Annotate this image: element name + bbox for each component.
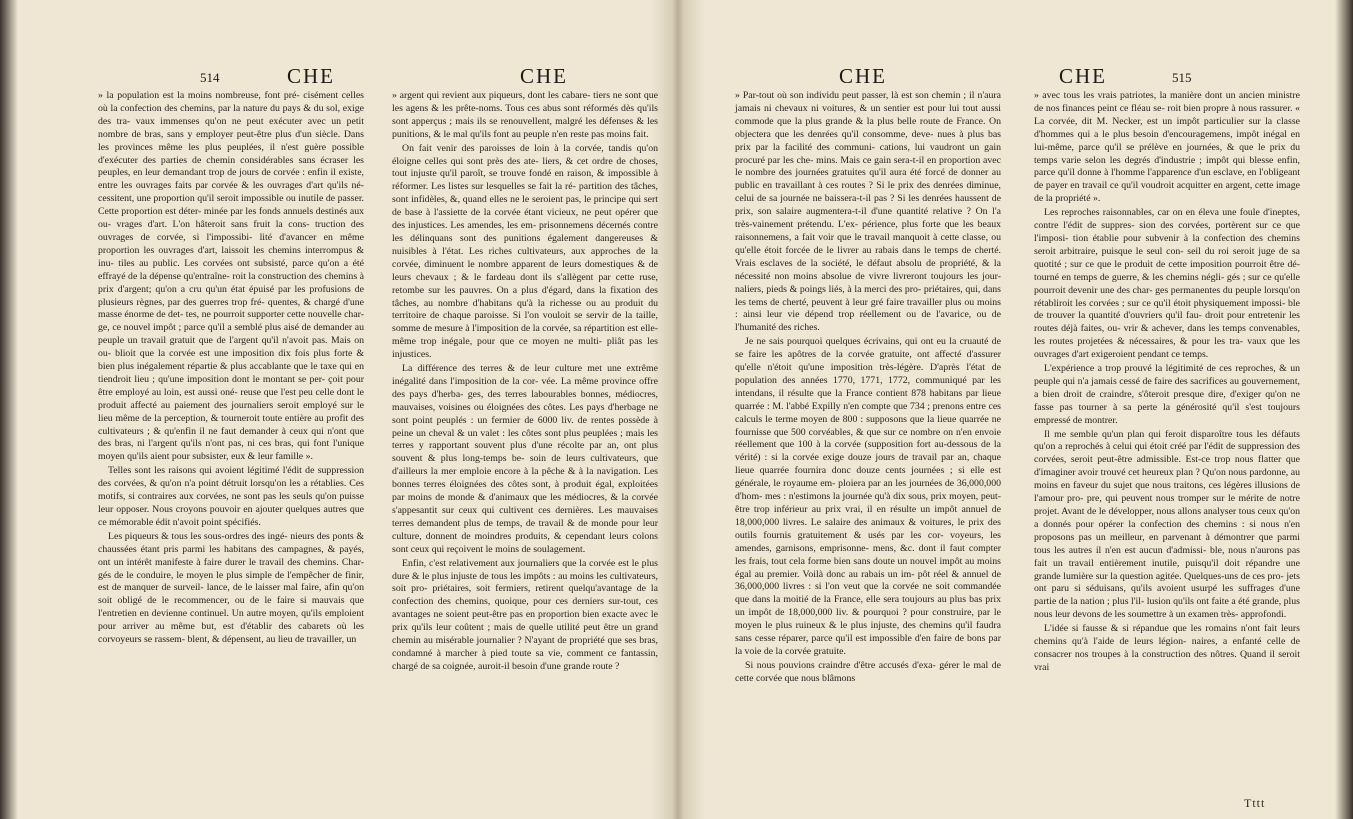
paragraph: Enfin, c'est relativement aux journaliers que la corvée est le plus dure & le plus injuste de tous les impôts : au moins les cultivateurs, soit pro- priétaires, soit fermiers, retirent quelqu'avantage de la confection des chemins, quoique, pour ces derniers sur-tout, ces avantages ne soient peut-être pas en proportion bien exacte avec le prix qu'ils leur coûtent ; mais de quelle utilité peut être un grand chemin au misérable journalier ? N'ayant de propriété que ses bras, condamné à marcher à pied toute sa vie, comment ce fantassin, chargé de sa coignée, auroit-il besoin d'une grande route ? — [392, 557, 658, 672]
page-number: 514 — [200, 70, 220, 85]
paragraph: Je ne sais pourquoi quelques écrivains, qui ont eu la cruauté de se faire les apôtres de la corvée gratuite, ont affecté d'assurer qu'elle n'étoit qu'une imposition très-légère. D'après l'état de population des années 1770, 1771, 1772, communiqué par les intendans, il résulte que la France contient 878 habitans par lieue quarrée : M. l'abbé Expilly n'en compte que 734 ; prenons entre ces calculs le terme moyen de 800 : supposons que la lieue quarrée ne fournisse que 500 corvéables, & que sur ce nombre on n'en envoie réellement que 100 à la corvée (supposition fort au-dessous de la vérité) : si la corvée exige douze jours de travail par an, chaque lieue quarrée fournira donc douze cents journées ; si elle est générale, le royaume em- ploiera par an les journées de 36,000,000 d'hom- mes : n'estimons la journée qu'à dix sous, prix moyen, peut-être trop inférieur au prix vrai, il en résulte un impôt annuel de 18,000,000 livres. Le salaire des animaux & voitures, le prix des outils fournis gratuitement & usés par les cor- voyeurs, les amendes, garnisons, emprisonne- mens, &c. dont il faut compter les frais, tout cela forme bien sans doute un nouvel impôt au moins égal au premier. Voilà donc au rabais un im- pôt réel & annuel de 36,000,000 livres : si l'on veut que la corvée ne soit commandée que dans la moitié de la France, elle sera toujours au plus bas prix un impôt de 18,000,000 liv. & pourquoi ? pour construire, par le moyen le plus ruineux & le plus injuste, des chemins qu'il faudra sans cesse réparer, parce qu'il est impossible d'en faire de bons par la voie de la corvée gratuite. — [735, 336, 1001, 657]
signature-mark: Tttt — [1244, 796, 1266, 810]
right-page-header — [677, 64, 1353, 90]
text-column — [1034, 90, 1300, 676]
paragraph: On fait venir des paroisses de loin à la corvée, tandis qu'on éloigne celles qui sont près des ate- liers, & cet ordre de choses, tout injuste qu'il paroît, se trouve fondé en raison, & impossible à réformer. Les listes sur lesquelles se fait la ré- partition des tâches, sont infidèles, &, quand elles ne le seroient pas, le principe qui sert de base à l'assiette de la corvée étant vicieux, ne peut opérer que des injustices. Les amendes, les em- prisonnemens décernés contre les délinquans sont des punitions également dangereuses & nuisibles à l'état. Les riches cultivateurs, aux approches de la corvée, diminuent le nombre apparent de leurs domestiques & de leurs chevaux ; & le fardeau dont ils s'allègent par cette ruse, retombe sur les pauvres. On a plus d'égard, dans la fixation des tâches, au nombre d'habitans qu'à la richesse ou au produit du territoire de chaque paroisse. Si l'on vouloit se servir de la taille, somme de mesure à l'imposition de la corvée, sa répartition est elle- même trop inégale, pour que ce moyen ne multi- pliât pas les injustices. — [392, 142, 658, 361]
paragraph: Telles sont les raisons qui avoient légitimé l'édit de suppression des corvées, & qu'on n'a point détruit lorsqu'on les a rétablies. Ces motifs, si contraires aux corvées, ne sont pas les seuls qu'on puisse leur opposer. Nous croyons pouvoir en ajouter quelques autres que ce mémorable édit n'avoit point spécifiés. — [98, 465, 364, 528]
paragraph: Les reproches raisonnables, car on en éleva une foule d'ineptes, contre l'édit de suppres- sion des corvées, portèrent sur ce que l'imposi- tion établie pour subvenir à la confection des chemins seroit arbitraire, puisque le seul con- seil du roi seroit juge de sa quotité ; sur ce que le produit de cette imposition pourroit être dé- tourné en temps de guerre, & les chemins négli- gés ; sur ce qu'elle pourroit devenir une des char- ges permanentes du peuple lorsqu'on rétabliroit les corvées ; sur ce qu'il étoit physiquement impossi- ble de trouver la quantité d'ouvriers qu'il fau- droit pour entretenir les routes déjà faites, ou- vrir & achever, dans les temps convenables, les routes projetées & nécessaires, & pour les tra- vaux que les ouvrages d'art exigeroient pendant ce temps. — [1034, 207, 1300, 361]
running-head: CHE — [287, 64, 335, 88]
page-number: 515 — [1172, 70, 1192, 85]
paragraph: » la population est la moins nombreuse, font pré- cisément celles où la confection des chemins, par la nature du pays & du sol, exige des tra- vaux immenses qu'on ne peut exécuter avec un petit nombre de bras, sans y employer peut-être plus d'un siècle. Dans les provinces même les plus peuplées, il n'est guère possible d'exécuter des parties de chemin considérables sans écraser les peuples, en leur demandant trop de jours de corvée : enfin il existe, entre les ouvrages faits par corvée & les ouvrages d'art qu'ils né- cessitent, une proportion qu'il seroit impossible ou inutile de passer. Cette proportion est déter- minée par les fonds annuels destinés aux ou- vrages d'art. L'on hâteroit sans fruit la cons- truction des ouvrages de corvée, si l'impossibi- lité d'avancer en même proportion les ouvrages d'art, laissoit les chemins interrompus & inu- tiles au public. Les corvées ont subsisté, parce qu'on a été effrayé de la dépense qu'entraîne- roit la construction des chemins à prix d'argent; qu'on a cru qu'un état épuisé par les profusions de plusieurs règnes, par des guerres trop fré- quentes, & chargé d'une masse énorme de det- tes, ne pourroit supporter cette nouvelle char- ge, ce nouvel impôt ; parce qu'il a semblé plus aisé de demander au peuple un travail gratuit que de l'argent qu'il n'avoit pas. Mais on ou- blioit que la corvée est une imposition dix fois plus forte & bien plus inégalement répartie & plus accablante que le taxe qui en tiendroit lieu ; qu'une imposition dont le montant se per- çoit pour être employé au loin, est aussi oné- reuse que l'est peu celle dont le produit affecté au paiement des journaliers seroit employé sur le lieu même de la perception, & tourneroit toute entière au profit des cultivateurs ; & qu'enfin il ne faut demander à ceux qui n'ont que des bras, ni l'argent qu'ils n'ont pas, ni ces bras, qui font l'unique moyen qu'ils aient pour subsister, eux & leur famille ». — [98, 90, 364, 464]
paragraph: Les piqueurs & tous les sous-ordres des ingé- nieurs des ponts & chaussées étant pris parmi les habitans des campagnes, & payés, ont un intérêt manifeste à faire durer le travail des chemins. Char- gés de le conduire, le moyen le plus simple de l'empêcher de finir, est de manquer de surveil- lance, de le laisser mal faire, afin qu'on soit obligé de le recommencer, ou de le faire si mauvais que l'entretien en devienne continuel. Un autre moyen, qu'ils emploient pour arriver au même but, est d'établir des cabarets où les corvoyeurs se rassem- blent, & dépensent, au lieu de travailler, un — [98, 530, 364, 646]
running-head: CHE — [839, 64, 887, 88]
paragraph: » Par-tout où son individu peut passer, là est son chemin ; il n'aura jamais ni chevaux ni voitures, & un sentier est pour lui tout aussi commode que la plus grande & la plus belle route de France. On objectera que les denrées qu'il consomme, deve- nues à plus bas prix par la facilité des communi- cations, lui vaudront un gain procuré par les che- mins. Mais ce gain sera-t-il en proportion avec le nombre des journées gratuites qu'il aura été forcé de donner au public en travaillant à ces routes ? Si le prix des denrées diminue, celui de sa journée ne baissera-t-il pas ? Si les denrées haussent de prix, son salaire augmentera-t-il d'une quantité relative ? On l'a très-vainement prétendu. L'ex- périence, plus forte que les beaux raisonnemens, a fait voir que le travail manquoit à cette classe, ou qu'elle étoit forcée de le livrer au rabais dans le temps de cherté. Vrais esclaves de la société, le défaut absolu de propriété, & la nécessité non moins absolue de vivre livreront toujours les jour- naliers, pieds & poings liés, à la merci des pro- priétaires, qui, dans les tems de cherté, peuvent à leur gré faire travailler plus ou moins : ainsi leur vie dépend trop réellement ou de l'avarice, ou de l'humanité des riches. — [735, 90, 1001, 335]
paragraph: L'idée si fausse & si répandue que les romains n'ont fait leurs chemins qu'à l'aide de leurs légion- naires, a enfanté celle de consacrer nos troupes à la construction des nôtres. Quand il seroit vrai — [1034, 623, 1300, 673]
running-head: CHE — [520, 64, 568, 88]
paragraph: » argent qui revient aux piqueurs, dont les cabare- tiers ne sont que les agens & les prête-noms. Tous ces abus sont réformés dès qu'ils sont apperçus ; mais ils se renouvellent, malgré les défenses & les punitions, & le mal qu'ils font au peuple n'en reste pas moins fait. — [392, 90, 658, 142]
paragraph: » avec tous les vrais patriotes, la manière dont un ancien ministre de nos finances peint ce fléau se- roit bien propre à nous rassurer. « La corvée, dit M. Necker, est un impôt particulier sur la classe d'hommes qui a le plus besoin d'encouragemens, impôt inégal en lui-même, parce qu'il se prélève en journées, & que le prix du temps varie selon les degrés d'industrie ; impôt qui blesse enfin, parce qu'il donne à l'homme l'apparence d'un esclave, en l'obligeant de payer en travail ce qu'il voudroit acquitter en argent, cette image de la propriété ». — [1034, 90, 1300, 206]
text-column — [392, 90, 658, 675]
right-page — [677, 0, 1353, 819]
left-page — [0, 0, 676, 819]
text-column — [735, 90, 1001, 687]
text-column — [98, 90, 364, 648]
paragraph: La différence des terres & de leur culture met une extrême inégalité dans l'imposition de la cor- vée. La même province offre des pays d'herba- ges, des terres labourables bonnes, médiocres, mauvaises, voisines ou éloignées des côtes. Les pays d'herbage ne sont point peuplés : un fermier de 6000 liv. de rentes possède à peine un cheval & un valet : les côtes sont plus peuplées ; mais les terres y rapportant souvent plus d'une récolte par an, ont plus souvent & plus long-temps be- soin de leurs cultivateurs, que d'ailleurs la mer emploie encore à la pêche & à la navigation. Les bonnes terres éloignées des côtes sont, à produit égal, exploitées par moins de monde & d'animaux que les médiocres, & la corvée s'appesantit sur ceux qui cultivent ces dernières. Les mauvaises terres demandent plus de temps, de travail & de monde pour leur culture, donnent de moindres produits, & cependant leurs colons sont ceux qui reçoivent le moins de soulagement. — [392, 363, 658, 555]
paragraph: Il me semble qu'un plan qui feroit disparoître tous les défauts qu'on a reprochés à celui qui étoit créé par l'édit de suppression des corvées, seroit peut-être admissible. Est-ce trop nous flatter que d'imaginer avoir trouvé cet heureux plan ? Qu'on nous pardonne, au moins en faveur du sujet que nous traitons, ces légères illusions de l'amour pro- pre, qui peuvent nous tromper sur le mérite de notre projet. Avant de le développer, nous allons analyser tous ceux qu'on a donnés pour opérer la confection des chemins : si nous n'en proposons pas un meilleur, en parvenant à démontrer que parmi tous les autres il n'en est aucun d'admissi- ble, nous n'aurons pas fait un travail entièrement inutile, puisqu'il doit répandre une grande lumière sur la question agitée. Quelques-uns de ces pro- jets ont paru si séduisans, qu'ils avoient usurpé les suffrages d'une partie de la nation ; plus l'il- lusion qu'ils ont faite a été grande, plus nous leur devons de les soumettre à un examen très- approfondi. — [1034, 428, 1300, 621]
paragraph: L'expérience a trop prouvé la légitimité de ces reproches, & un peuple qui n'a jamais cessé de faire des sacrifices au gouvernement, a bien droit de craindre, s'ôteroit presque dire, d'exiger qu'on ne fasse pas tourner à sa perte la générosité qu'il s'est toujours empressé de montrer. — [1034, 363, 1300, 426]
left-page-header — [0, 64, 676, 90]
paragraph: Si nous pouvions craindre d'être accusés d'exa- gérer le mal de cette corvée que nous blâmons — [735, 659, 1001, 684]
running-head: CHE — [1059, 64, 1107, 88]
